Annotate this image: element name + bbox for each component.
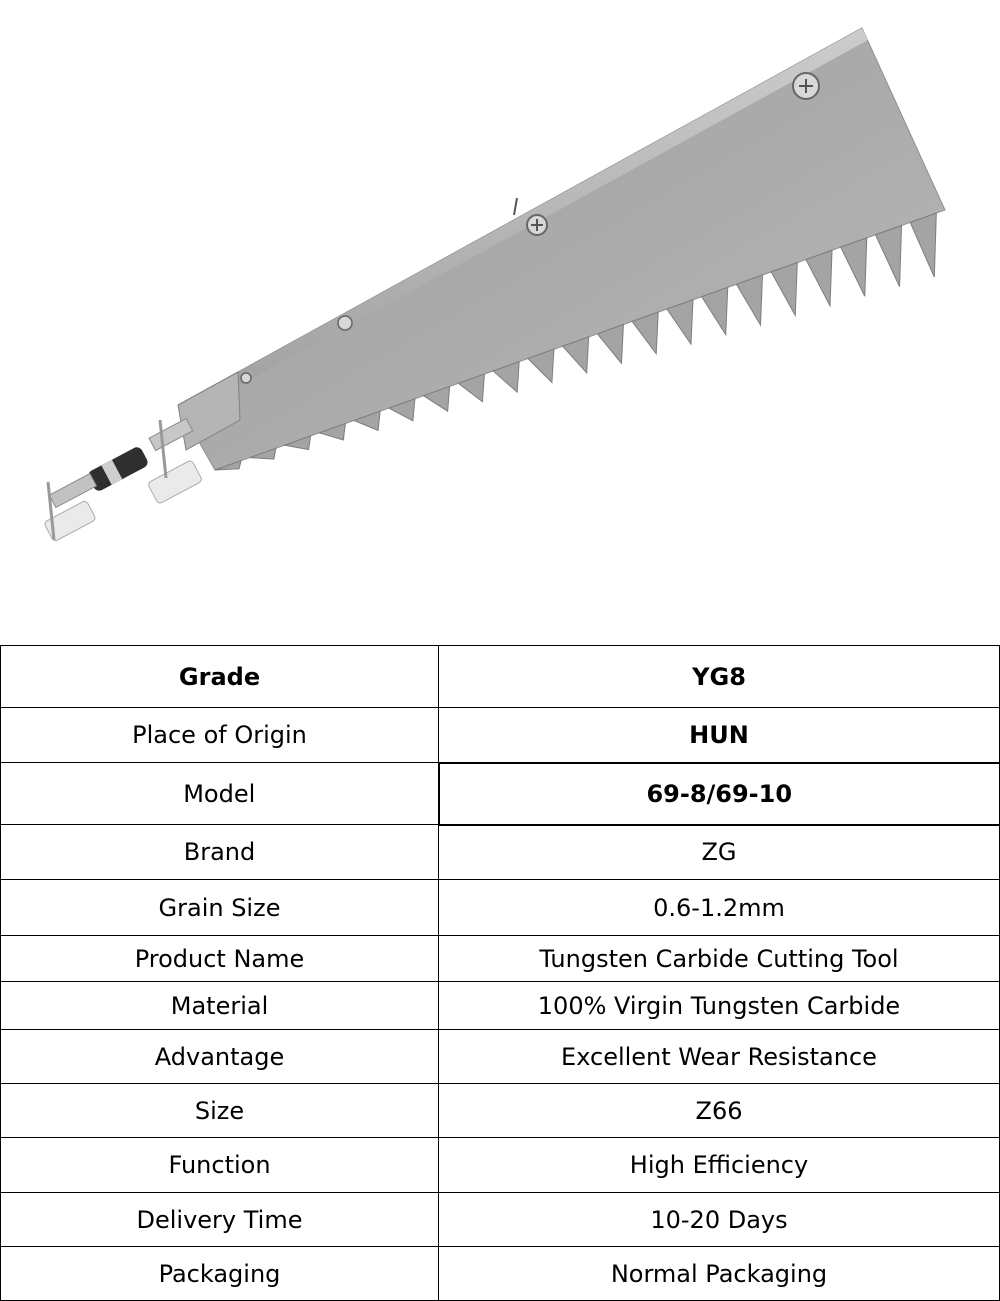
spec-value: Normal Packaging (439, 1247, 1000, 1301)
table-row (1, 763, 1000, 825)
spec-value: YG8 (439, 646, 1000, 708)
spec-label: Grade (1, 646, 439, 708)
screw-icon (338, 316, 352, 330)
spec-value: 0.6-1.2mm (439, 880, 1000, 936)
table-row (1, 982, 1000, 1030)
table-row (1, 880, 1000, 936)
spec-label: Model (1, 763, 439, 825)
spec-label: Function (1, 1138, 439, 1193)
spec-table (0, 645, 1000, 1301)
spec-label: Brand (1, 825, 439, 880)
spec-label: Advantage (1, 1030, 439, 1084)
spec-value: ZG (439, 825, 1000, 880)
spec-label: Grain Size (1, 880, 439, 936)
spec-value: High Efficiency (439, 1138, 1000, 1193)
saw-tooth (841, 238, 867, 296)
spec-label: Delivery Time (1, 1193, 439, 1247)
saw-tooth (910, 213, 936, 277)
saw-blade-illustration (0, 0, 1000, 640)
mounting-linkage (44, 418, 203, 541)
table-row (1, 1030, 1000, 1084)
table-row (1, 825, 1000, 880)
saw-tooth (806, 250, 832, 306)
table-row (1, 1138, 1000, 1193)
saw-tooth (771, 263, 797, 316)
table-row (1, 1247, 1000, 1301)
screw-icon (527, 215, 547, 235)
spec-value: 69-8/69-10 (439, 763, 1000, 825)
spec-value: Z66 (439, 1084, 1000, 1138)
spec-label: Place of Origin (1, 708, 439, 763)
spec-label: Packaging (1, 1247, 439, 1301)
product-image (0, 0, 1000, 640)
table-row (1, 1193, 1000, 1247)
spec-value: HUN (439, 708, 1000, 763)
table-row (1, 646, 1000, 708)
spec-value: Tungsten Carbide Cutting Tool (439, 936, 1000, 982)
spec-value: Excellent Wear Resistance (439, 1030, 1000, 1084)
screw-icon (793, 73, 819, 99)
spec-value: 100% Virgin Tungsten Carbide (439, 982, 1000, 1030)
blade-body (178, 28, 945, 470)
screw-icon (241, 373, 251, 383)
spec-value: 10-20 Days (439, 1193, 1000, 1247)
table-row (1, 708, 1000, 763)
saw-tooth (736, 275, 762, 325)
spec-label: Material (1, 982, 439, 1030)
spec-label: Product Name (1, 936, 439, 982)
table-row (1, 1084, 1000, 1138)
saw-tooth (875, 225, 901, 286)
table-row (1, 936, 1000, 982)
spec-label: Size (1, 1084, 439, 1138)
